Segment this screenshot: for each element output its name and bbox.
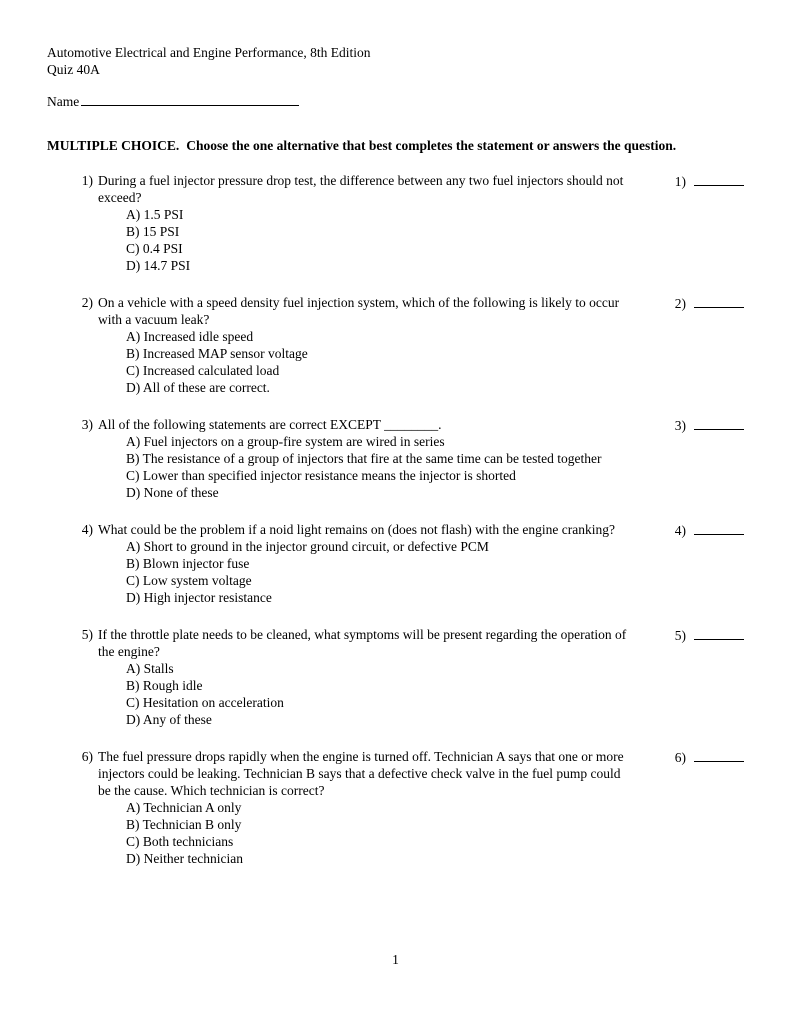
question-row — [68, 172, 633, 206]
choice: C) Both technicians — [126, 834, 234, 849]
choices — [126, 433, 633, 501]
choice: A) Short to ground in the injector ground circuit, or defective PCM — [126, 539, 489, 554]
question — [68, 521, 745, 606]
question-row — [68, 416, 633, 433]
question — [68, 172, 745, 274]
question-number: 2) — [81, 295, 93, 310]
question-number: 1) — [81, 173, 93, 188]
name-row — [47, 92, 745, 110]
choice: D) Any of these — [126, 712, 212, 727]
name-blank[interactable] — [81, 92, 299, 106]
question-text: The fuel pressure drops rapidly when the engine is turned off. Technician A says that one or more injectors could be leaking. Technician B says that a defective check valve in the fuel pump could be the cause. Which technician is correct? — [98, 749, 624, 798]
answer-blank[interactable] — [694, 748, 744, 762]
choice: B) Blown injector fuse — [126, 556, 250, 571]
question-main — [68, 416, 633, 501]
answer-cell — [668, 748, 745, 766]
quiz-id: Quiz 40A — [47, 62, 100, 77]
question-row — [68, 626, 633, 660]
choices — [126, 328, 633, 396]
answer-number: 6) — [674, 750, 686, 765]
answer-number: 3) — [674, 418, 686, 433]
answer-cell — [668, 416, 745, 434]
answer-number: 2) — [674, 296, 686, 311]
question-row — [68, 294, 633, 328]
question-number: 5) — [81, 627, 93, 642]
choice: A) 1.5 PSI — [126, 207, 184, 222]
answer-blank[interactable] — [694, 416, 744, 430]
question-text: During a fuel injector pressure drop test, the difference between any two fuel injectors should not exceed? — [98, 173, 624, 205]
choice: A) Technician A only — [126, 800, 242, 815]
choice: D) None of these — [126, 485, 219, 500]
choice: C) Lower than specified injector resistance means the injector is shorted — [126, 468, 516, 483]
choice: A) Stalls — [126, 661, 174, 676]
question-text: If the throttle plate needs to be cleaned, what symptoms will be present regarding the operation of the engine? — [98, 627, 627, 659]
answer-blank[interactable] — [694, 626, 744, 640]
answer-cell — [668, 626, 745, 644]
section-heading-rest: Choose the one alternative that best completes the statement or answers the question. — [186, 138, 677, 153]
choice: C) Increased calculated load — [126, 363, 280, 378]
choice: A) Increased idle speed — [126, 329, 254, 344]
choice: C) 0.4 PSI — [126, 241, 183, 256]
choice: D) High injector resistance — [126, 590, 272, 605]
choices — [126, 206, 633, 274]
question-number: 3) — [81, 417, 93, 432]
section-heading — [47, 137, 745, 154]
question-number: 4) — [81, 522, 93, 537]
question-main — [68, 172, 633, 274]
answer-cell — [668, 172, 745, 190]
choices — [126, 799, 633, 867]
answer-blank[interactable] — [694, 521, 744, 535]
page-number: 1 — [392, 952, 399, 967]
question-main — [68, 294, 633, 396]
question — [68, 626, 745, 728]
question-row — [68, 748, 633, 799]
section-heading-lead: MULTIPLE CHOICE. — [47, 138, 180, 153]
choice: D) All of these are correct. — [126, 380, 270, 395]
page-footer — [0, 951, 791, 968]
question-row — [68, 521, 633, 538]
question-main — [68, 748, 633, 867]
choices — [126, 660, 633, 728]
document-title: Automotive Electrical and Engine Performance, 8th Edition — [47, 45, 371, 60]
question-main — [68, 626, 633, 728]
answer-number: 4) — [674, 523, 686, 538]
choice: B) Increased MAP sensor voltage — [126, 346, 308, 361]
answer-cell — [668, 294, 745, 312]
choice: B) Technician B only — [126, 817, 242, 832]
answer-number: 5) — [674, 628, 686, 643]
choice: D) Neither technician — [126, 851, 243, 866]
question-number: 6) — [81, 749, 93, 764]
choice: A) Fuel injectors on a group-fire system are wired in series — [126, 434, 445, 449]
question-text: All of the following statements are correct EXCEPT ________. — [98, 417, 442, 432]
choices — [126, 538, 633, 606]
choice: B) 15 PSI — [126, 224, 180, 239]
question — [68, 294, 745, 396]
choice: B) Rough idle — [126, 678, 203, 693]
answer-blank[interactable] — [694, 172, 744, 186]
question-main — [68, 521, 633, 606]
answer-number: 1) — [674, 174, 686, 189]
answer-blank[interactable] — [694, 294, 744, 308]
question-text: On a vehicle with a speed density fuel injection system, which of the following is likely to occur with a vacuum leak? — [98, 295, 620, 327]
questions — [47, 172, 745, 867]
choice: C) Low system voltage — [126, 573, 252, 588]
question-text: What could be the problem if a noid light remains on (does not flash) with the engine cranking? — [98, 522, 615, 537]
answer-cell — [668, 521, 745, 539]
question — [68, 416, 745, 501]
question — [68, 748, 745, 867]
name-label: Name — [47, 94, 80, 109]
choice: C) Hesitation on acceleration — [126, 695, 284, 710]
choice: B) The resistance of a group of injectors that fire at the same time can be tested together — [126, 451, 602, 466]
choice: D) 14.7 PSI — [126, 258, 191, 273]
